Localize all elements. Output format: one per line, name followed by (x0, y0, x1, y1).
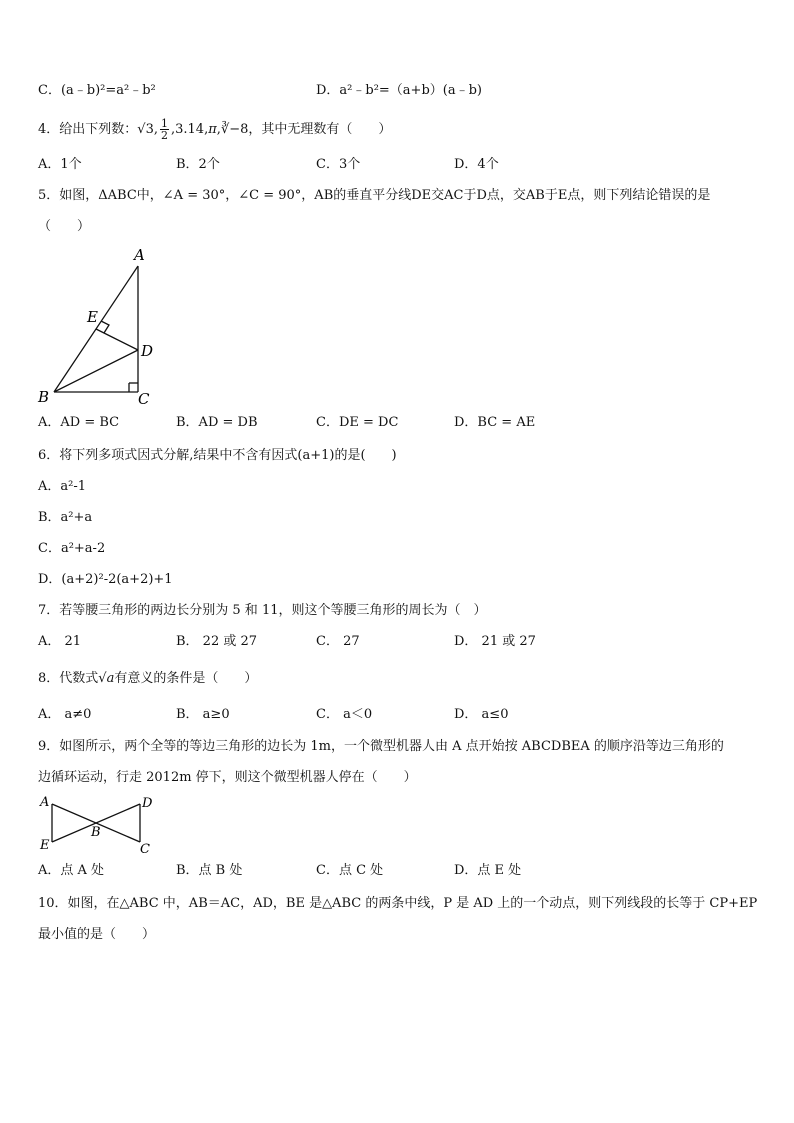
q4-num-sqrt3: √3 (137, 122, 154, 137)
q3-option-d: D．a²﹣b²=（a+b）(a﹣b) (316, 83, 482, 98)
q9-stem-line2: 边循环运动，行走 2012m 停下，则这个微型机器人停在（ ） (38, 770, 417, 785)
q8-option-c: C． a＜0 (316, 707, 373, 722)
q4-num-decimal: 3.14 (175, 122, 205, 137)
q7-stem: 7．若等腰三角形的两边长分别为 5 和 11，则这个等腰三角形的周长为（ ） (38, 603, 487, 618)
q8-option-a: A． a≠0 (38, 707, 92, 722)
q4-prefix: 4．给出下列数： (38, 122, 138, 137)
q8-suffix: 有意义的条件是（ ） (114, 671, 258, 686)
q4-fraction-denominator: 2 (160, 129, 168, 142)
q9-option-d: D．点 E 处 (454, 863, 522, 878)
q5-option-c: C．DE = DC (316, 415, 399, 430)
q8-option-d: D． a≤0 (454, 707, 509, 722)
q9-label-a: A (40, 795, 50, 810)
q7-option-c: C． 27 (316, 634, 360, 649)
q9-label-c: C (140, 842, 150, 856)
q8-radical: √a (98, 671, 115, 686)
q4-num-cuberoot: ∛−8 (220, 122, 249, 137)
q5-label-e: E (87, 308, 98, 326)
q9-option-b: B．点 B 处 (176, 863, 243, 878)
q5-right-angle-e (101, 321, 109, 333)
q8-prefix: 8．代数式 (38, 671, 99, 686)
q4-fraction (160, 118, 169, 141)
q9-bowtie-figure (36, 794, 156, 856)
q6-stem: 6．将下列多项式因式分解,结果中不含有因式(a+1)的是( ) (38, 448, 397, 463)
q6-option-c: C．a²+a-2 (38, 541, 106, 556)
q7-option-d: D． 21 或 27 (454, 634, 536, 649)
q5-label-c: C (138, 390, 150, 406)
q9-stem-line1: 9．如图所示，两个全等的等边三角形的边长为 1m，一个微型机器人由 A 点开始按 ABCDBEA 的顺序沿等边三角形的 (38, 739, 724, 754)
q3-option-c: C．(a﹣b)²=a²﹣b² (38, 83, 156, 98)
q8-stem (38, 670, 257, 688)
q4-option-b: B．2个 (176, 157, 220, 172)
q6-option-d: D．(a+2)²-2(a+2)+1 (38, 572, 173, 587)
q4-option-a: A．1个 (38, 157, 82, 172)
q9-label-e: E (40, 838, 50, 853)
q4-option-c: C．3个 (316, 157, 361, 172)
q4-option-d: D．4个 (454, 157, 499, 172)
q5-segment-de (96, 329, 138, 350)
q4-suffix: ，其中无理数有（ ） (248, 122, 392, 137)
q5-segment-bd (54, 350, 138, 392)
q5-option-a: A．AD = BC (38, 415, 120, 430)
q5-label-d: D (141, 342, 154, 360)
q5-label-a: A (134, 246, 145, 264)
q5-stem-line2: （ ） (38, 219, 91, 234)
q4-fraction-numerator: 1 (160, 117, 168, 130)
q8-option-b: B． a≥0 (176, 707, 230, 722)
q5-label-b: B (38, 388, 50, 406)
q5-option-d: D．BC = AE (454, 415, 536, 430)
q9-label-d: D (142, 796, 153, 811)
q9-option-a: A．点 A 处 (38, 863, 105, 878)
q4-num-pi: π (208, 122, 217, 137)
q5-option-b: B．AD = DB (176, 415, 258, 430)
q4-stem: 4．给出下列数：√3, $\frac{1}{2}$ ,3.14,π,∛−8，其中无理数有（ ） (38, 117, 392, 142)
q5-stem-line1: 5．如图，ΔABC中，∠A = 30°，∠C = 90°，AB的垂直平分线DE交AC于D点，交AB于E点，则下列结论错误的是 (38, 188, 711, 203)
q9-label-b: B (91, 825, 101, 840)
q7-option-b: B． 22 或 27 (176, 634, 258, 649)
q6-option-b: B．a²+a (38, 510, 93, 525)
q10-stem-line1: 10．如图，在△ABC 中，AB＝AC，AD，BE 是△ABC 的两条中线，P 是 AD 上的一个动点，则下列线段的长等于 CP+EP (38, 896, 758, 911)
q6-option-a: A．a²-1 (38, 479, 87, 494)
q7-option-a: A． 21 (38, 634, 82, 649)
q10-stem-line2: 最小值的是（ ） (38, 927, 156, 942)
q5-triangle-figure (34, 244, 164, 406)
q9-option-c: C．点 C 处 (316, 863, 384, 878)
